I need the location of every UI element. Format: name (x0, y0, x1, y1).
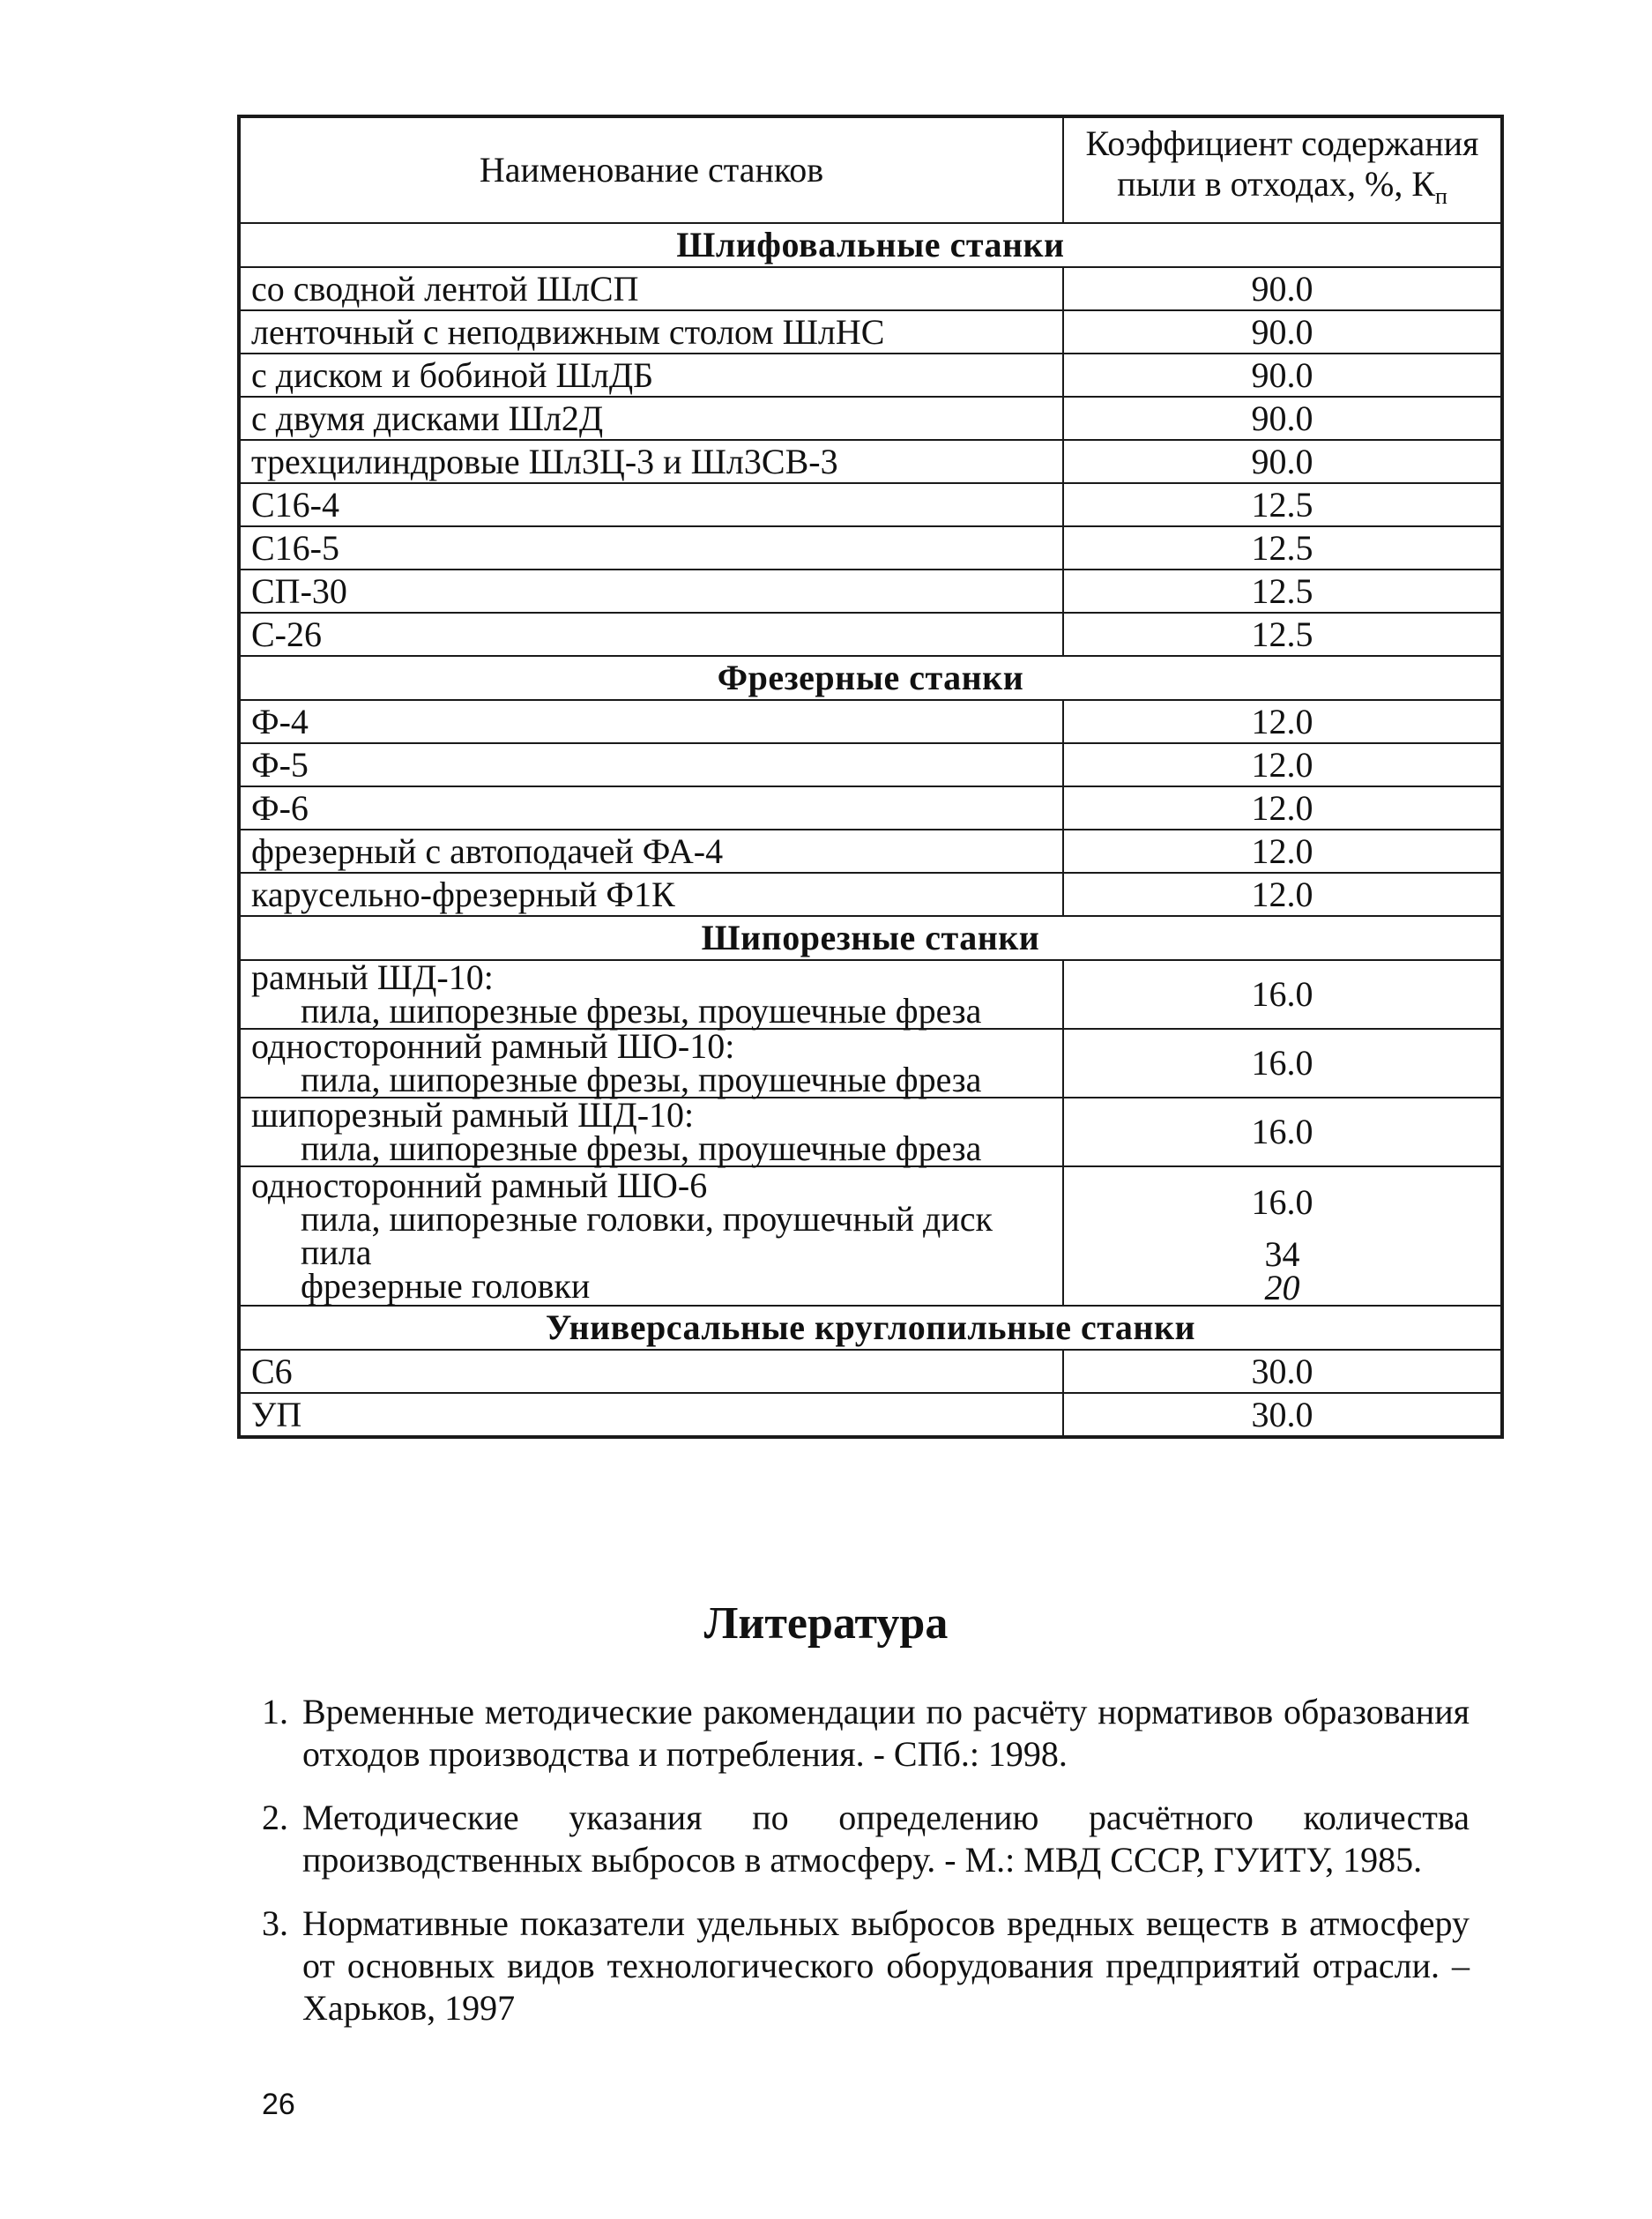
coefficient-value-main: 16.0 (1251, 1182, 1313, 1222)
machine-name: фрезерный с автоподачей ФА-4 (251, 830, 724, 871)
machine-name-cell (239, 1350, 1063, 1393)
coefficient-value: 30.0 (1063, 1350, 1502, 1393)
coefficient-value: 16.0 (1063, 960, 1502, 1029)
machine-name-cell (239, 743, 1063, 786)
machine-name: Ф-4 (251, 701, 309, 741)
machine-name-cell (239, 267, 1063, 310)
coefficient-value: 12.5 (1063, 570, 1502, 613)
machine-name: с двумя дисками Шл2Д (251, 398, 604, 438)
literature-item (262, 1903, 1470, 2029)
table-row (239, 1350, 1502, 1393)
machine-name: со сводной лентой ШлСП (251, 268, 639, 309)
coefficient-value: 12.0 (1063, 830, 1502, 873)
machine-name: ленточный с неподвижным столом ШлНС (251, 311, 885, 352)
literature-item-text: Временные методические ракомендации по расчёту нормативов образования отходов производства и потребления. - СПб.: 1998. (302, 1692, 1470, 1774)
table-header-row (239, 116, 1502, 223)
coefficient-value-extra: 20 (1264, 1268, 1300, 1307)
machine-name-cell (239, 786, 1063, 830)
coefficient-value: 12.0 (1063, 700, 1502, 743)
coefficient-value: 12.0 (1063, 743, 1502, 786)
machine-name: С16-4 (251, 484, 339, 525)
group-header-row (239, 1306, 1502, 1350)
table-row (239, 960, 1502, 1029)
coefficient-value: 12.0 (1063, 786, 1502, 830)
group-title: Шипорезные станки (239, 916, 1502, 960)
table-row (239, 873, 1502, 916)
coefficient-value: 16.0 (1063, 1029, 1502, 1098)
machine-name: с диском и бобиной ШлДБ (251, 354, 654, 395)
machine-name-cell (239, 1095, 1063, 1168)
table-row (239, 613, 1502, 656)
group-title: Фрезерные станки (239, 656, 1502, 700)
machine-name: С16-5 (251, 527, 339, 568)
machine-name: односторонний рамный ШО-10: (251, 1026, 735, 1066)
machine-name: С-26 (251, 614, 322, 654)
coefficient-value: 90.0 (1063, 354, 1502, 397)
machine-subitems: пила, шипорезные фрезы, проушечные фреза (301, 991, 982, 1031)
group-title: Универсальные круглопильные станки (239, 1306, 1502, 1350)
literature-item-number: 2. (262, 1798, 288, 1837)
machine-name: Ф-5 (251, 744, 309, 785)
machines-table (237, 115, 1504, 1439)
machine-name: СП-30 (251, 570, 347, 611)
machine-subitem: пила (301, 1232, 372, 1272)
group-header-row (239, 223, 1502, 267)
machine-name-cell (239, 957, 1063, 1031)
column-header-name: Наименование станков (239, 116, 1063, 223)
column-header-coefficient (1063, 116, 1502, 223)
column-header-coefficient-line2: пыли в отходах, %, К (1117, 164, 1435, 204)
table-row (239, 786, 1502, 830)
table-row (239, 700, 1502, 743)
machine-name-cell (239, 1393, 1063, 1437)
coefficient-value: 12.5 (1063, 526, 1502, 570)
table-row (239, 743, 1502, 786)
machine-name: рамный ШД-10: (251, 957, 494, 997)
literature-item-number: 1. (262, 1692, 288, 1731)
machine-name: карусельно-фрезерный Ф1К (251, 874, 675, 914)
machine-name: односторонний рамный ШО-6 (251, 1165, 708, 1205)
table-row (239, 1166, 1502, 1306)
literature-item-text: Нормативные показатели удельных выбросов вредных веществ в атмосферу от основных видов технологического оборудования предприятий отрасли. – Харьков, 1997 (302, 1903, 1470, 2028)
coefficient-value: 12.0 (1063, 873, 1502, 916)
coefficient-value: 30.0 (1063, 1393, 1502, 1437)
table-row (239, 354, 1502, 397)
literature-item-text: Методические указания по определению расчётного количества производственных выбросов в атмосферу. - М.: МВД СССР, ГУИТУ, 1985. (302, 1798, 1470, 1880)
table-row (239, 1393, 1502, 1437)
machine-subitems: пила, шипорезные фрезы, проушечные фреза (301, 1128, 982, 1168)
table-row (239, 440, 1502, 483)
table-row (239, 267, 1502, 310)
literature-list (262, 1691, 1470, 2051)
table-row (239, 830, 1502, 873)
literature-item (262, 1691, 1470, 1776)
group-title: Шлифовальные станки (239, 223, 1502, 267)
group-header-row (239, 656, 1502, 700)
machine-subitems: пила, шипорезные фрезы, проушечные фреза (301, 1060, 982, 1099)
machine-name-cell (239, 397, 1063, 440)
coefficient-value (1063, 1166, 1502, 1306)
table-row (239, 483, 1502, 526)
machine-name-cell (239, 830, 1063, 873)
machine-name-cell (239, 440, 1063, 483)
machine-name-cell (239, 570, 1063, 613)
machine-subitems: пила, шипорезные головки, проушечный диск (301, 1199, 993, 1239)
coefficient-value: 90.0 (1063, 267, 1502, 310)
group-header-row (239, 916, 1502, 960)
machine-name-cell (239, 1026, 1063, 1099)
machine-name-cell (239, 354, 1063, 397)
machine-name-cell (239, 700, 1063, 743)
literature-item (262, 1797, 1470, 1881)
machine-name-cell (239, 1166, 1063, 1306)
table-row (239, 397, 1502, 440)
coefficient-value: 90.0 (1063, 440, 1502, 483)
machine-name-cell (239, 483, 1063, 526)
table-row (239, 526, 1502, 570)
coefficient-value: 90.0 (1063, 310, 1502, 354)
table-row (239, 570, 1502, 613)
column-header-coefficient-line1: Коэффициент содержания (1085, 123, 1479, 163)
machine-name-cell (239, 526, 1063, 570)
machine-name: С6 (251, 1351, 293, 1391)
machine-name: Ф-6 (251, 787, 309, 828)
coefficient-value: 12.5 (1063, 483, 1502, 526)
literature-title: Литература (703, 1598, 949, 1649)
coefficient-value: 16.0 (1063, 1098, 1502, 1166)
machine-subitem: фрезерные головки (301, 1266, 591, 1306)
machine-name: трехцилиндровые Шл3Ц-3 и Шл3СВ-3 (251, 441, 838, 481)
table-row (239, 1029, 1502, 1098)
machine-name-cell (239, 873, 1063, 916)
column-header-coefficient-subscript: п (1435, 183, 1447, 209)
table-body (239, 223, 1502, 1437)
table-row (239, 310, 1502, 354)
machine-name-cell (239, 613, 1063, 656)
literature-item-number: 3. (262, 1903, 288, 1943)
page-number: 26 (262, 2088, 295, 2121)
machine-name: шипорезный рамный ШД-10: (251, 1095, 695, 1135)
table-row (239, 1098, 1502, 1166)
machine-name: УП (251, 1394, 302, 1434)
coefficient-value: 90.0 (1063, 397, 1502, 440)
machine-name-cell (239, 310, 1063, 354)
coefficient-value-extra: 34 (1264, 1234, 1300, 1274)
coefficient-value: 12.5 (1063, 613, 1502, 656)
